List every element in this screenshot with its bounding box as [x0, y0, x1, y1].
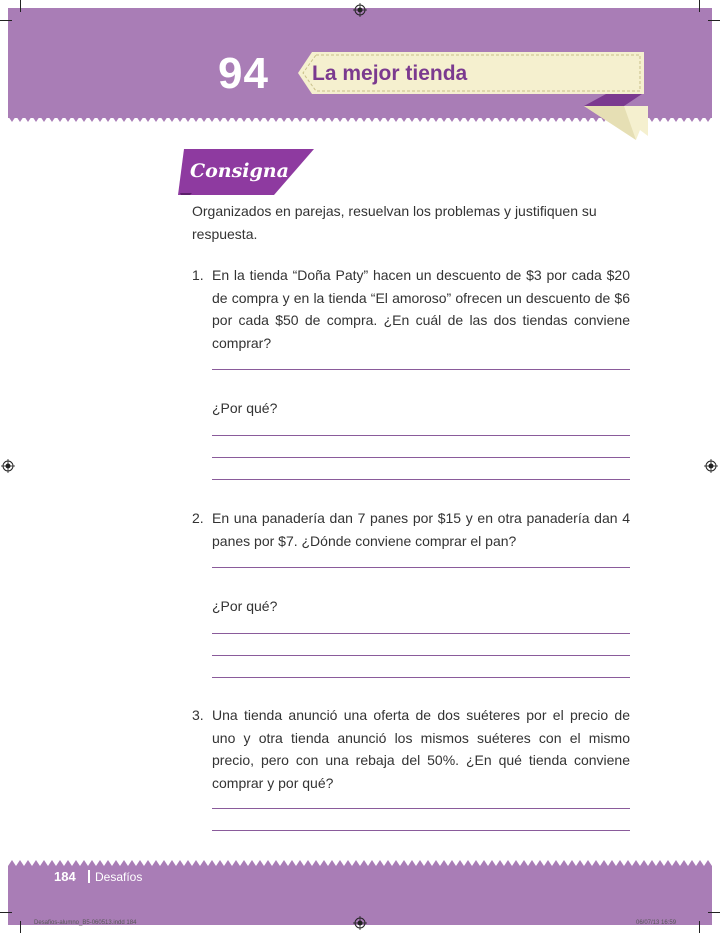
consigna-label: Consigna — [190, 160, 289, 182]
footer-separator — [88, 870, 90, 883]
why-label: ¿Por qué? — [212, 400, 278, 416]
answer-line[interactable] — [212, 808, 630, 809]
answer-line[interactable] — [212, 677, 630, 678]
page-number: 184 — [54, 869, 76, 884]
lesson-number: 94 — [218, 49, 269, 98]
answer-line[interactable] — [212, 479, 630, 480]
answer-line[interactable] — [212, 567, 630, 568]
problem-number: 2. — [192, 510, 204, 526]
instruction-text: Organizados en parejas, resuelvan los problemas y justifiquen su respuesta. — [192, 203, 597, 242]
problem-text: Una tienda anunció una oferta de dos suéteres por el precio de uno y otra tienda anunció los mismos suéteres con el mismo precio, pero con una rebaja del 50%. ¿En qué tienda conviene comprar y por qué? — [212, 707, 630, 791]
answer-line[interactable] — [212, 435, 630, 436]
problem-number: 3. — [192, 707, 204, 723]
print-slug-date: 06/07/13 16:59 — [636, 920, 677, 926]
footer-zigzag-edge — [8, 858, 712, 866]
crop-mark-icon — [708, 20, 720, 21]
ribbon-fold-decoration — [584, 94, 652, 140]
problem-number: 1. — [192, 267, 204, 283]
section-name: Desafíos — [95, 870, 143, 884]
answer-line[interactable] — [212, 830, 630, 831]
registration-mark-icon — [353, 916, 367, 930]
crop-mark-icon — [20, 0, 21, 12]
crop-mark-icon — [20, 921, 21, 933]
registration-mark-icon — [1, 459, 15, 473]
answer-line[interactable] — [212, 457, 630, 458]
lesson-title: La mejor tienda — [312, 62, 468, 85]
crop-mark-icon — [708, 912, 720, 913]
answer-line[interactable] — [212, 369, 630, 370]
why-label: ¿Por qué? — [212, 598, 278, 614]
answer-line[interactable] — [212, 633, 630, 634]
crop-mark-icon — [699, 921, 700, 933]
answer-line[interactable] — [212, 655, 630, 656]
print-slug-file: Desafios-alumno_B5-060513.indd 184 — [34, 920, 137, 926]
crop-mark-icon — [0, 912, 12, 913]
registration-mark-icon — [353, 3, 367, 17]
crop-mark-icon — [0, 20, 12, 21]
registration-mark-icon — [704, 459, 718, 473]
crop-mark-icon — [699, 0, 700, 12]
problem-text: En la tienda “Doña Paty” hacen un descuento de $3 por cada $20 de compra y en la tienda “El amoroso” ofrecen un descuento de $6 por cada $50 de compra. ¿En cuál de las dos tiendas conviene comprar? — [212, 267, 630, 351]
problem-text: En una panadería dan 7 panes por $15 y en otra panadería dan 4 panes por $7. ¿Dónde conviene comprar el pan? — [212, 510, 630, 549]
